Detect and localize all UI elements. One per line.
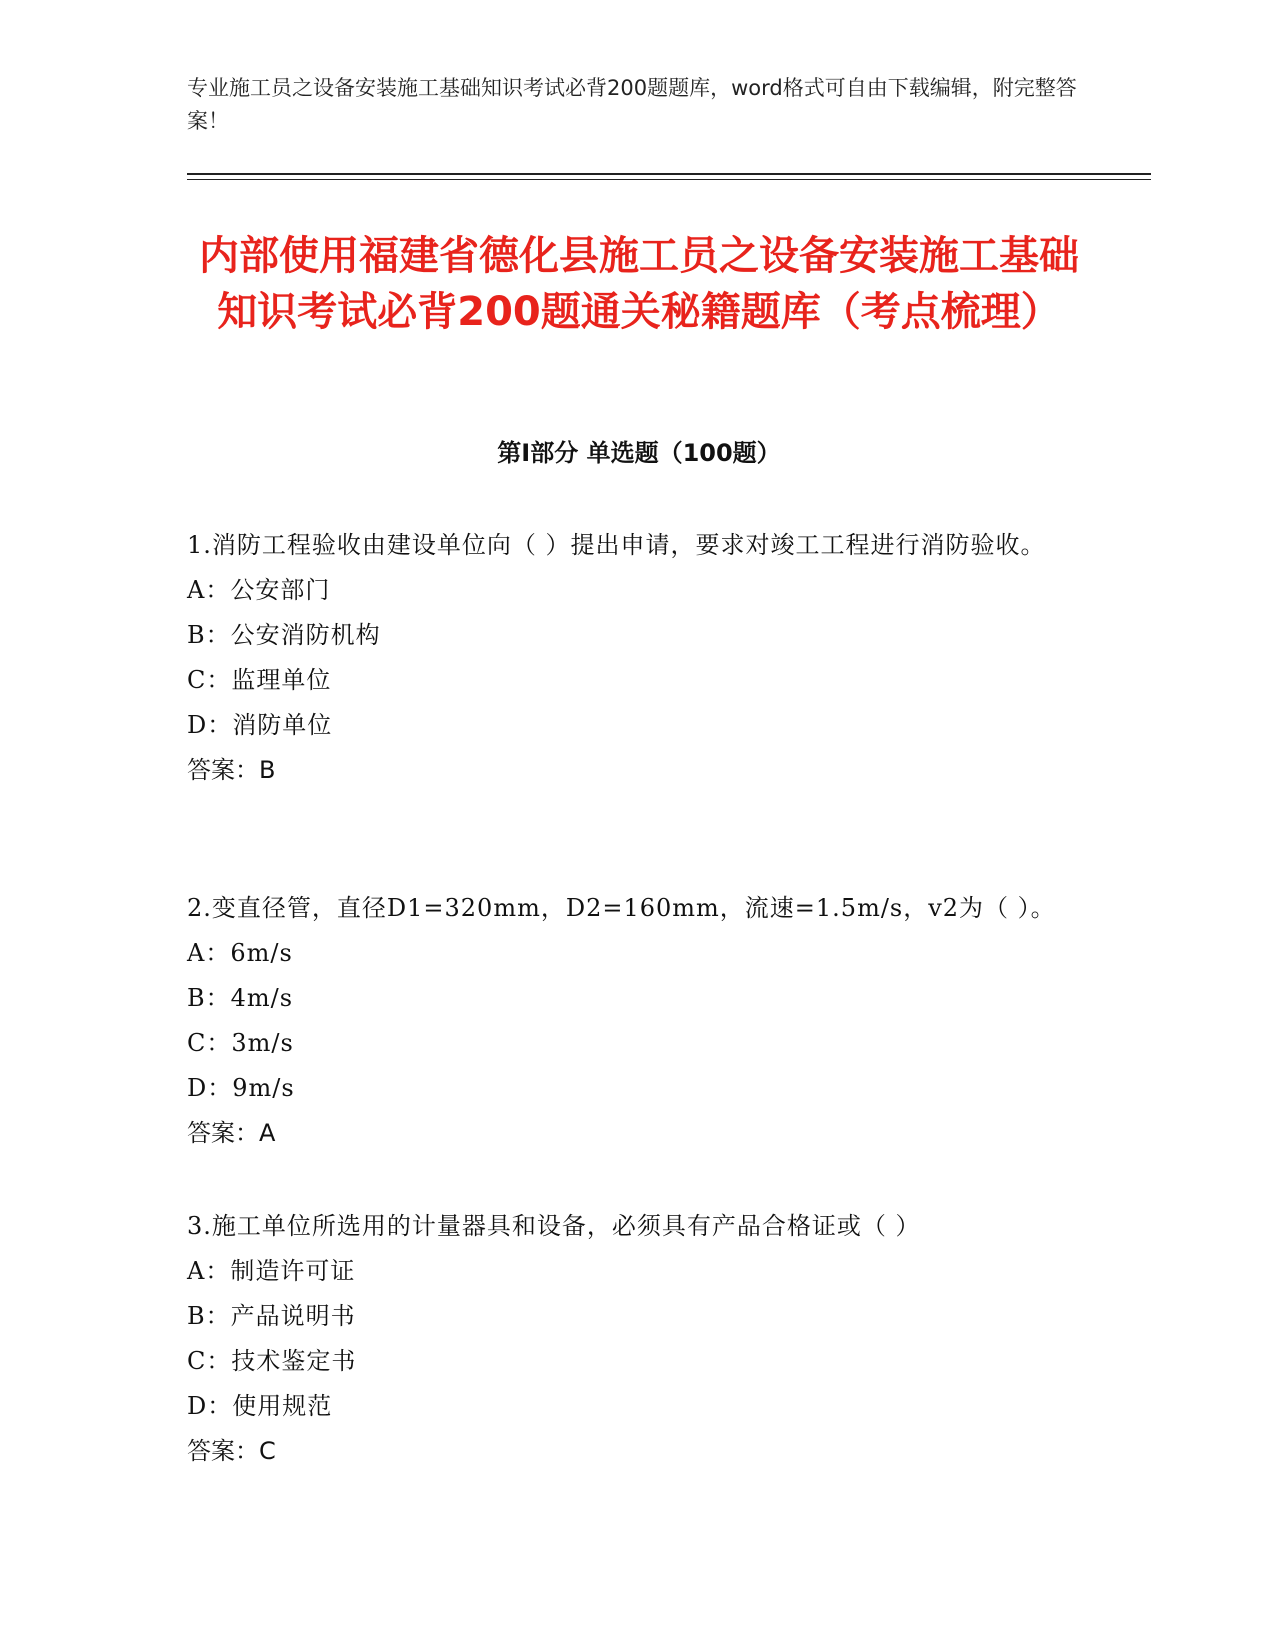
question-stem: 3.施工单位所选用的计量器具和设备，必须具有产品合格证或（ ） [187, 1212, 921, 1240]
section-title: 第I部分 单选题（100题） [497, 439, 781, 467]
option-d: D：9m/s [187, 1074, 295, 1102]
question-1 [187, 523, 1087, 793]
header-rule-thick [187, 173, 1151, 175]
option-c: C：3m/s [187, 1029, 294, 1057]
option-d: D：消防单位 [187, 711, 333, 739]
option-a: A：制造许可证 [187, 1257, 356, 1285]
answer: 答案：A [187, 1119, 276, 1147]
question-2 [187, 886, 1087, 1156]
question-stem: 2.变直径管，直径D1=320mm，D2=160mm，流速=1.5m/s，v2为（ ）。 [187, 894, 1056, 922]
option-b: B：4m/s [187, 984, 294, 1012]
option-d: D：使用规范 [187, 1392, 333, 1420]
question-stem: 1.消防工程验收由建设单位向（ ）提出申请，要求对竣工工程进行消防验收。 [187, 531, 1046, 559]
option-a: A：公安部门 [187, 576, 331, 604]
question-3 [187, 1204, 1087, 1474]
header-rule-thin [187, 179, 1151, 180]
option-c: C：监理单位 [187, 666, 332, 694]
header-note: 专业施工员之设备安装施工基础知识考试必背200题题库，word格式可自由下载编辑，附完整答案！ [187, 76, 1077, 133]
document-title: 内部使用福建省德化县施工员之设备安装施工基础知识考试必背200题通关秘籍题库（考点梳理） [199, 233, 1079, 335]
option-b: B：产品说明书 [187, 1302, 356, 1330]
option-a: A：6m/s [187, 939, 293, 967]
option-b: B：公安消防机构 [187, 621, 381, 649]
answer: 答案：C [187, 1437, 276, 1465]
option-c: C：技术鉴定书 [187, 1347, 357, 1375]
answer: 答案：B [187, 756, 276, 784]
